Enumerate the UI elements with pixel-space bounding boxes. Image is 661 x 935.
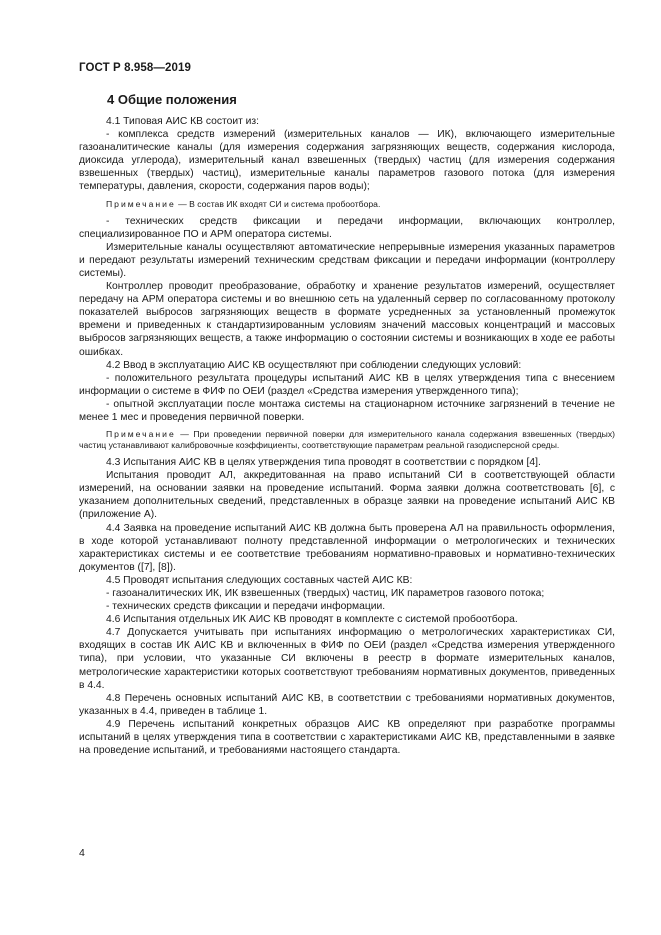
paragraph: Контроллер проводит преобразование, обработку и хранение результатов измерений, осуществляет передачу на АРМ оператора системы и во внешнюю сеть на удаленный сервер по согласованному протоколу показателей выбросов загрязняющих веществ в формате усредненных за установленный промежуток времени и приведенных к стандартизированным условиям значений массовых концентраций и массовых выбросов загрязняющих веществ, а также информацию о состоянии системы и возникающих в ходе ее работы ошибках.	[79, 281, 615, 358]
paragraph: 4.5 Проводят испытания следующих составных частей АИС КВ:	[106, 574, 413, 586]
list-item: - технических средств фиксации и передачи информации.	[106, 601, 386, 613]
paragraph: 4.9 Перечень испытаний конкретных образцов АИС КВ определяют при разработке программы испытаний в целях утверждения типа в соответствии с характеристиками АИС КВ, представленными в заявке на проведение испытаний, и требованиями настоящего стандарта.	[79, 718, 615, 757]
document-body	[79, 115, 615, 757]
note	[79, 429, 615, 451]
list-item: - положительного результата процедуры испытаний АИС КВ в целях утверждения типа с внесением информации о системе в ФИФ по ОЕИ (раздел «Средства измерения утвержденного типа);	[79, 372, 615, 397]
list-item: - комплекса средств измерений (измерительных каналов — ИК), включающего измерительные газоаналитические каналы (для измерения содержания загрязняющих веществ, содержания кислорода, диоксида углерода), измерительный канал взвешенных (твердых) частиц (для измерения содержания взвешенных (твердых) частиц), измерительные каналы параметров газового потока (для измерения температуры, давления, скорости, содержания паров воды);	[79, 129, 615, 193]
section-title: 4 Общие положения	[107, 92, 237, 107]
paragraph: 4.2 Ввод в эксплуатацию АИС КВ осуществляют при соблюдении следующих условий:	[106, 359, 522, 371]
note-label: Примечание	[106, 429, 176, 440]
paragraph: 4.4 Заявка на проведение испытаний АИС КВ должна быть проверена АЛ на правильность оформления, в ходе которой устанавливают полноту представленной информации о метрологических и технических характеристиках системы и ее соответствие требованиям нормативно-правовых и нормативно-технических документов ([7], [8]).	[79, 522, 615, 573]
paragraph: 4.1 Типовая АИС КВ состоит из:	[106, 116, 260, 127]
paragraph: 4.8 Перечень основных испытаний АИС КВ, в соответствии с требованиями нормативных документов, указанных в 4.4, приведен в таблице 1.	[79, 692, 615, 717]
paragraph: Испытания проводит АЛ, аккредитованная на право испытаний СИ в соответствующей области измерений, на основании заявки на проведение испытаний. Форма заявки должна соответствовать [6], с указанием дополнительных сведений, представленных в образце заявки на проведение испытаний АИС КВ (приложение А).	[79, 470, 615, 521]
paragraph: Измерительные каналы осуществляют автоматические непрерывные измерения указанных параметров и передают результаты измерений техническим средствам фиксации и передачи информации (контроллеру системы).	[79, 241, 615, 279]
paragraph: 4.6 Испытания отдельных ИК АИС КВ проводят в комплекте с системой пробоотбора.	[106, 614, 518, 626]
note	[79, 199, 615, 210]
note-text: — В состав ИК входят СИ и система пробоотбора.	[175, 198, 381, 209]
note-text: — При проведении первичной поверки для измерительного канала содержания взвешенных (твердых) частиц устанавливают калибровочные коэффициенты, соответствующие параметрам реальной газодисперсной среды.	[79, 429, 615, 451]
paragraph: 4.3 Испытания АИС КВ в целях утверждения типа проводят в соответствии с порядком [4].	[106, 457, 541, 469]
note-label: Примечание	[106, 198, 176, 209]
list-item: - газоаналитических ИК, ИК взвешенных (твердых) частиц, ИК параметров газового потока;	[106, 588, 545, 599]
paragraph: 4.7 Допускается учитывать при испытаниях информацию о метрологических характеристиках СИ, входящих в состав ИК АИС КВ и включенных в ФИФ по ОЕИ (раздел «Средства измерения утвержденного типа), при условии, что указанные СИ включены в реестр в формате измерительных каналов, метрологические характеристики которых соответствуют требованиям нормативных документов, приведенных в 4.4.	[79, 627, 615, 691]
document-header: ГОСТ Р 8.958—2019	[79, 62, 191, 74]
list-item: - технических средств фиксации и передачи информации, включающих контроллер, специализированное ПО и АРМ оператора системы.	[79, 215, 615, 240]
page-number: 4	[79, 847, 85, 859]
list-item: - опытной эксплуатации после монтажа системы на стационарном источнике загрязнений в течение не менее 1 мес и проведения первичной поверки.	[79, 398, 615, 423]
